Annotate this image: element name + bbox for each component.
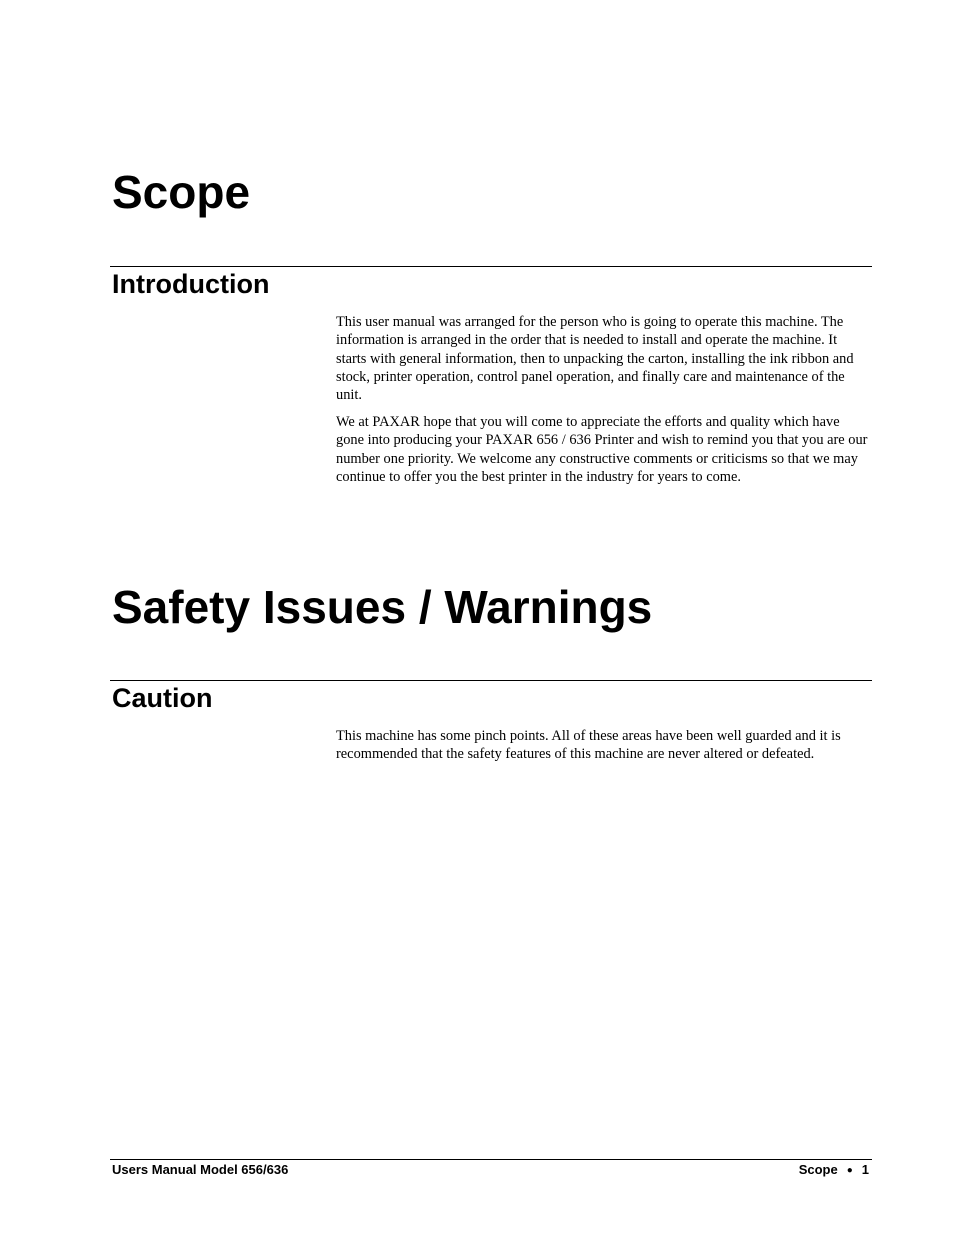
section-heading-scope: Scope: [112, 166, 251, 218]
page-footer: [112, 1162, 869, 1179]
section-divider: [110, 680, 872, 681]
section-heading-safety: Safety Issues / Warnings: [112, 581, 653, 633]
footer-page-info: [799, 1162, 869, 1179]
subheading-introduction: Introduction: [112, 269, 270, 299]
footer-section-name: Scope: [798, 1162, 838, 1177]
section-divider: [110, 266, 872, 267]
footer-page-number: 1: [861, 1162, 869, 1177]
subheading-caution: Caution: [112, 683, 213, 713]
paragraph: This user manual was arranged for the person who is going to operate this machine. The information is arranged in the order that is needed to install and operate the machine. It starts with general information, then to unpacking the carton, installing the ink ribbon and stock, printer operation, control panel operation, and finally care and maintenance of the unit.: [336, 314, 854, 404]
footer-document-title: Users Manual Model 656/636: [112, 1162, 289, 1177]
caution-body: [336, 727, 868, 772]
introduction-body: [336, 313, 868, 495]
footer-divider: [110, 1159, 872, 1160]
paragraph: We at PAXAR hope that you will come to appreciate the efforts and quality which have gone into producing your PAXAR 656 / 636 Printer and wish to remind you that you are our number one priority. We welcome any constructive comments or criticisms so that we may continue to offer you the best printer in the industry for years to come.: [336, 413, 868, 485]
bullet-icon: ●: [846, 1165, 853, 1176]
paragraph: This machine has some pinch points. All of these areas have been well guarded and it is recommended that the safety features of this machine are never altered or defeated.: [336, 728, 841, 763]
